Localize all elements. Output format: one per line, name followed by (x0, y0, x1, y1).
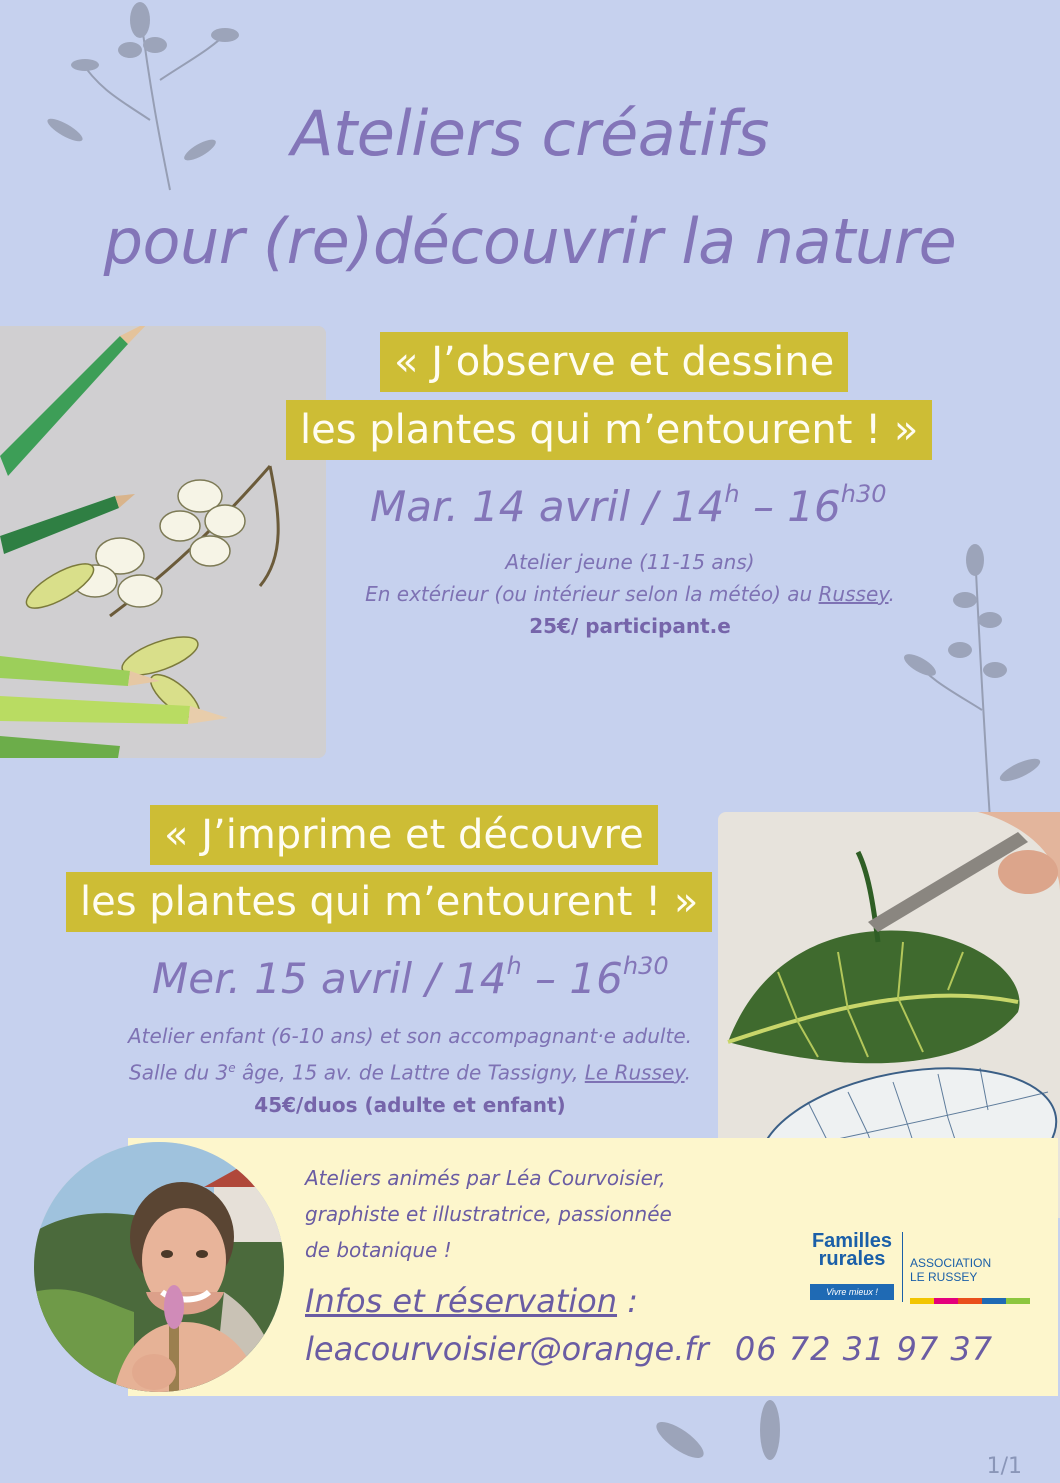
workshop1-location-prefix: En extérieur (ou intérieur selon la météo) au (365, 582, 819, 606)
contact-details (305, 1330, 993, 1368)
host-description (305, 1160, 725, 1268)
workshop1-headline-1: « J’observe et dessine (380, 332, 848, 392)
workshop2-audience: Atelier enfant (6-10 ans) et son accompagnant·e adulte. (127, 1024, 692, 1048)
logo-color-segment (934, 1298, 958, 1304)
workshop2-headline-2: les plantes qui m’entourent ! » (66, 872, 712, 932)
booking-heading-suffix: : (617, 1282, 638, 1320)
workshop1-date-sep: – 16 (739, 482, 841, 531)
contact-phone[interactable]: 06 72 31 97 37 (734, 1330, 994, 1368)
workshop1-date (370, 482, 887, 531)
logo-separator (902, 1232, 903, 1302)
logo-line-2: rurales (818, 1248, 886, 1270)
title-line-2: pour (re)découvrir la nature (103, 205, 957, 278)
workshop2-headline-1: « J’imprime et découvre (150, 805, 658, 865)
plant-right-decoration (900, 540, 1060, 820)
logo-tagline: Vivre mieux ! (810, 1284, 894, 1300)
workshop2-date-start-sup: h (506, 952, 522, 980)
workshop1-date-end-sup: h30 (840, 480, 887, 508)
logo-color-segment (910, 1298, 934, 1304)
workshop2-location-prefix: Salle du 3 (129, 1060, 229, 1085)
workshop2-date-sep: – 16 (521, 954, 623, 1003)
workshop1-price: 25€/ participant.e (529, 614, 731, 638)
contact-email[interactable]: leacourvoisier@orange.fr (305, 1330, 709, 1368)
workshop2-location-mid: âge, 15 av. de Lattre de Tassigny, (235, 1060, 585, 1085)
host-line-2: graphiste et illustratrice, passionnée (305, 1202, 672, 1226)
logo-wordmark (810, 1232, 894, 1268)
workshop2-location-sup: e (228, 1061, 236, 1075)
workshop1-date-start-sup: h (724, 480, 740, 508)
workshop2-date-main: Mer. 15 avril / 14 (152, 954, 507, 1003)
workshop2-date (152, 954, 669, 1003)
logo-color-segment (982, 1298, 1006, 1304)
logo-assoc-line-1: ASSOCIATION (910, 1256, 992, 1270)
workshop1-headline-2: les plantes qui m’entourent ! » (286, 400, 932, 460)
host-portrait (34, 1142, 284, 1392)
host-line-3: de botanique ! (305, 1238, 452, 1262)
page-number: 1/1 (986, 1454, 1022, 1479)
drawing-photo (0, 326, 326, 758)
logo-association (910, 1256, 991, 1284)
logo-assoc-line-2: LE RUSSEY (910, 1270, 978, 1284)
workshop2-location-suffix: . (684, 1060, 691, 1085)
booking-heading-text: Infos et réservation (305, 1282, 618, 1320)
workshop2-price: 45€/duos (adulte et enfant) (254, 1092, 566, 1117)
logo-color-segment (1006, 1298, 1030, 1304)
logo-color-segment (958, 1298, 982, 1304)
familles-rurales-logo (806, 1226, 1036, 1316)
workshop1-location-suffix: . (888, 582, 895, 606)
workshop2-location-place: Le Russey (584, 1060, 685, 1085)
workshop2-date-end-sup: h30 (622, 952, 669, 980)
workshop1-details (340, 546, 920, 642)
logo-line-1: Familles (811, 1230, 893, 1252)
poster-title (0, 80, 1060, 296)
host-line-1: Ateliers animés par Léa Courvoisier, (305, 1166, 666, 1190)
booking-heading (305, 1282, 638, 1320)
plant-bottom-decoration (630, 1390, 810, 1483)
logo-color-bar (910, 1298, 1030, 1304)
workshop1-date-main: Mar. 14 avril / 14 (370, 482, 725, 531)
workshop2-details (100, 1020, 720, 1121)
workshop1-location-place: Russey (818, 582, 889, 606)
title-line-1: Ateliers créatifs (291, 97, 769, 170)
workshop1-audience: Atelier jeune (11-15 ans) (505, 550, 755, 574)
